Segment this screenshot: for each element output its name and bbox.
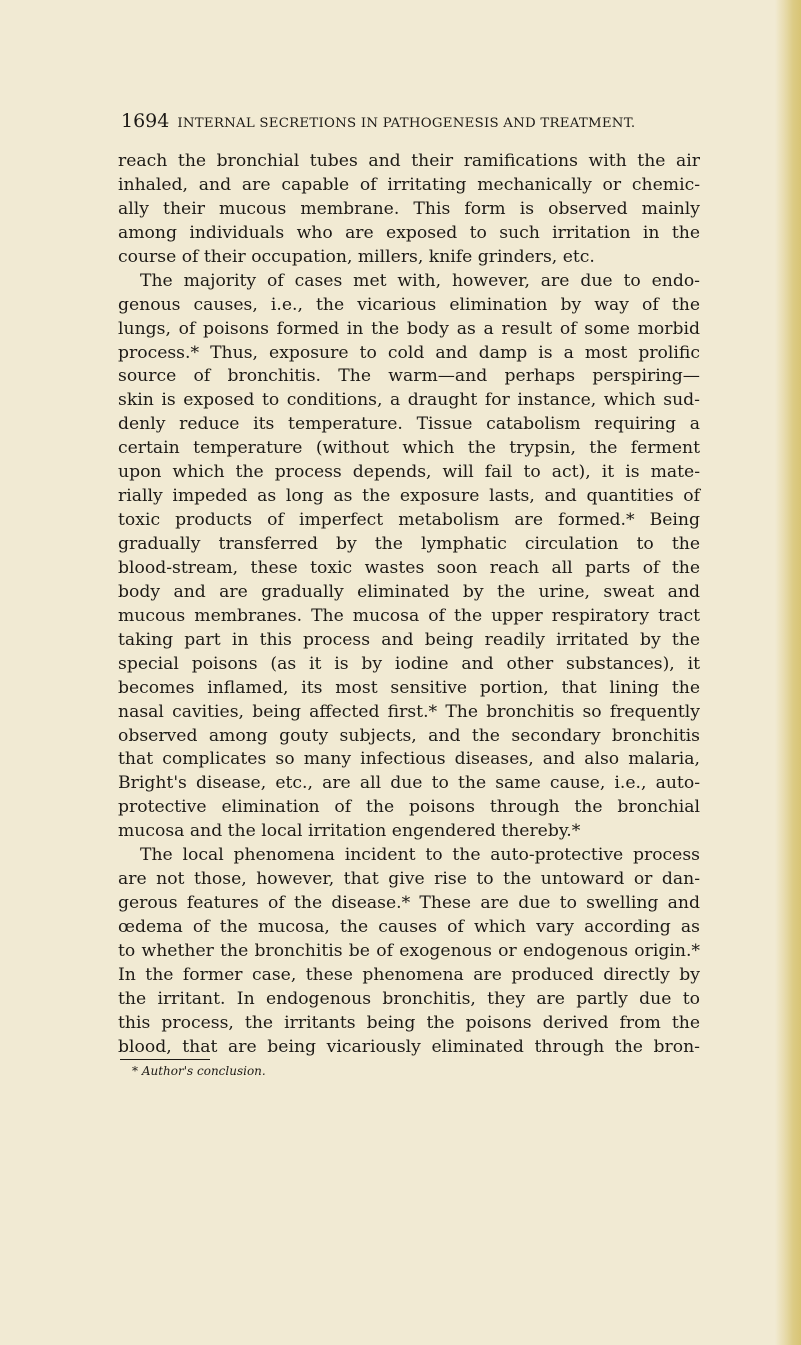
text-line: this process, the irritants being the poisons derived from the: [118, 1012, 700, 1033]
text-line: toxic products of imperfect metabolism are formed.* Being: [118, 510, 700, 531]
footnote-rule: [120, 1059, 210, 1060]
text-line: genous causes, i.e., the vicarious elimination by way of the: [118, 294, 700, 315]
text-line: reach the bronchial tubes and their ramifications with the air: [118, 151, 700, 171]
text-line: course of their occupation, millers, knife grinders, etc.: [118, 246, 595, 267]
text-line: are not those, however, that give rise to the untoward or dan-: [118, 869, 700, 890]
text-line: to whether the bronchitis be of exogenous or endogenous origin.*: [118, 940, 700, 961]
text-line: upon which the process depends, will fail to act), it is mate-: [118, 462, 700, 483]
text-line: the irritant. In endogenous bronchitis, they are partly due to: [118, 988, 700, 1009]
text-line: certain temperature (without which the trypsin, the ferment: [118, 438, 700, 459]
text-line: The local phenomena incident to the auto-protective process: [140, 845, 700, 866]
page-number: 1694: [121, 110, 170, 132]
footnote: * Author's conclusion.: [132, 1064, 266, 1078]
text-line: ally their mucous membrane. This form is observed mainly: [118, 198, 700, 219]
text-line: special poisons (as it is by iodine and other substances), it: [118, 653, 700, 674]
text-line: source of bronchitis. The warm—and perhaps perspiring—: [118, 366, 700, 387]
text-line: rially impeded as long as the exposure lasts, and quantities of: [118, 486, 700, 507]
text-line: taking part in this process and being readily irritated by the: [118, 629, 700, 650]
text-line: blood, that are being vicariously eliminated through the bron-: [118, 1036, 700, 1057]
text-line: lungs, of poisons formed in the body as a result of some morbid: [118, 318, 700, 339]
text-line: œdema of the mucosa, the causes of which vary according as: [118, 917, 700, 937]
text-line: among individuals who are exposed to such irritation in the: [118, 222, 700, 243]
running-header: [121, 110, 701, 132]
text-line: body and are gradually eliminated by the urine, sweat and: [118, 581, 700, 602]
text-line: process.* Thus, exposure to cold and damp is a most prolific: [118, 342, 700, 363]
text-line: denly reduce its temperature. Tissue catabolism requiring a: [118, 414, 700, 435]
text-line: The majority of cases met with, however, are due to endo-: [140, 270, 700, 291]
text-line: skin is exposed to conditions, a draught for instance, which sud-: [118, 390, 700, 411]
text-line: mucosa and the local irritation engendered thereby.*: [118, 821, 581, 842]
text-line: mucous membranes. The mucosa of the upper respiratory tract: [118, 605, 700, 626]
text-line: gradually transferred by the lymphatic circulation to the: [118, 534, 700, 554]
text-line: nasal cavities, being affected first.* The bronchitis so frequently: [118, 701, 700, 722]
text-line: that complicates so many infectious diseases, and also malaria,: [118, 749, 700, 770]
text-line: Bright's disease, etc., are all due to the same cause, i.e., auto-: [118, 773, 700, 794]
body-text: [118, 150, 700, 1060]
running-title: INTERNAL SECRETIONS IN PATHOGENESIS AND TREATMENT.: [177, 116, 636, 131]
text-line: becomes inflamed, its most sensitive portion, that lining the: [118, 677, 700, 698]
page-edge: [775, 0, 801, 1345]
text-line: In the former case, these phenomena are produced directly by: [118, 964, 700, 985]
text-line: protective elimination of the poisons through the bronchial: [118, 797, 700, 818]
text-line: gerous features of the disease.* These are due to swelling and: [118, 893, 700, 914]
text-line: observed among gouty subjects, and the secondary bronchitis: [118, 725, 700, 746]
text-line: inhaled, and are capable of irritating mechanically or chemic-: [118, 174, 700, 195]
text-line: blood-stream, these toxic wastes soon reach all parts of the: [118, 557, 700, 578]
